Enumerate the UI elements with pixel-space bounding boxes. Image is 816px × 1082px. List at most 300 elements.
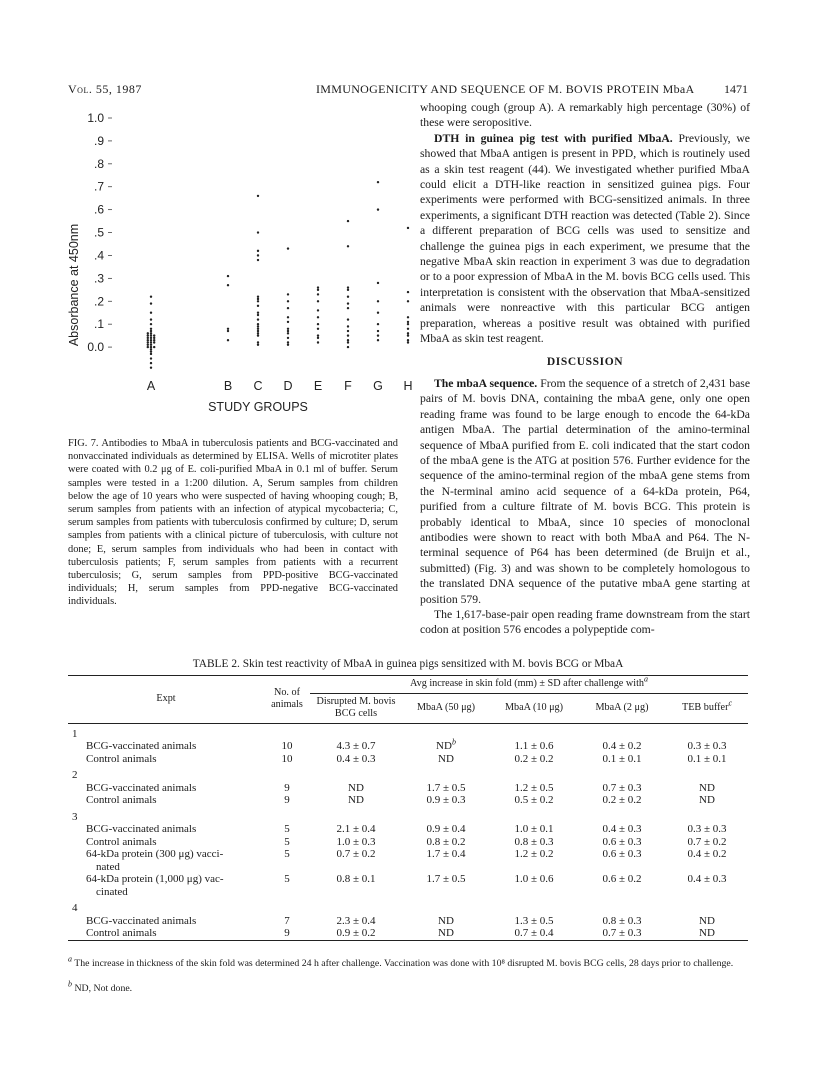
table-row xyxy=(68,848,748,873)
data-point-g xyxy=(377,323,379,325)
cell-v5 xyxy=(666,836,748,849)
data-point-g xyxy=(377,330,379,332)
data-point-e xyxy=(317,337,319,339)
col-header-mbaa-2: MbaA (2 μg) xyxy=(595,701,649,713)
x-category-label: A xyxy=(146,379,156,393)
data-point-h xyxy=(407,316,409,318)
data-point-h xyxy=(407,321,409,323)
data-point-c xyxy=(257,314,259,316)
paragraph-mbaa-sequence xyxy=(420,376,750,607)
body-text-column xyxy=(420,100,750,638)
cell-v3 xyxy=(490,794,578,807)
cell-v5 xyxy=(666,794,748,807)
data-point-b xyxy=(227,330,229,332)
cell-value: 1.2 ± 0.2 xyxy=(514,848,554,860)
x-axis-label: STUDY GROUPS xyxy=(208,400,308,414)
row-label xyxy=(68,927,264,940)
cell-v4 xyxy=(578,823,666,836)
data-point-a xyxy=(150,348,152,350)
data-point-a xyxy=(150,357,152,359)
table-row xyxy=(68,873,748,898)
data-point-a xyxy=(150,328,152,330)
expt-number: 1 xyxy=(68,723,748,740)
data-point-e xyxy=(317,309,319,311)
table-row xyxy=(68,823,748,836)
data-point-c xyxy=(257,334,259,336)
cell-value: 2.3 ± 0.4 xyxy=(336,914,376,927)
data-point-a xyxy=(150,346,152,348)
data-point-c xyxy=(257,298,259,300)
table-2 xyxy=(68,675,748,941)
cell-v3 xyxy=(490,873,578,898)
y-tick-label: .9 xyxy=(93,133,104,148)
data-point-a xyxy=(150,330,152,332)
cell-value: ND xyxy=(699,781,715,794)
footnote-b-text: ND, Not done. xyxy=(72,983,133,994)
cell-value: ND xyxy=(699,794,715,806)
cell-v1 xyxy=(310,915,402,928)
expt-number: 3 xyxy=(72,810,78,823)
data-point-a xyxy=(150,341,152,343)
data-point-d xyxy=(287,344,289,346)
cell-value: 1.1 ± 0.6 xyxy=(514,740,554,752)
data-point-a xyxy=(153,346,155,348)
data-point-b xyxy=(227,328,229,330)
cell-v2 xyxy=(402,753,490,766)
data-point-g xyxy=(377,339,379,341)
x-category-label: H xyxy=(403,379,413,393)
cell-v5 xyxy=(666,782,748,795)
data-point-f xyxy=(347,325,349,327)
cell-value: 1.7 ± 0.4 xyxy=(426,848,466,860)
col-header-teb-text: TEB buffer xyxy=(681,701,729,713)
data-point-f xyxy=(347,330,349,332)
cell-value: ND xyxy=(699,914,715,927)
data-point-f xyxy=(347,307,349,309)
row-label-line: BCG-vaccinated animals xyxy=(86,914,197,927)
data-point-d xyxy=(287,300,289,302)
cell-v5 xyxy=(666,740,748,753)
data-point-e xyxy=(317,323,319,325)
data-point-a xyxy=(150,344,152,346)
cell-value: 10 xyxy=(281,752,293,765)
cell-n xyxy=(264,740,310,753)
x-category-label: F xyxy=(344,379,352,393)
cell-value: 1.0 ± 0.1 xyxy=(514,823,554,835)
data-point-c xyxy=(257,341,259,343)
data-point-a xyxy=(147,346,149,348)
paragraph-dth-text: Previously, we showed that MbaA antigen is present in PPD, which is routinely used as a skin test reagent (44). We investigated whether purified MbaA could elicit a DTH-like reaction in sensitized guinea pigs. Four experiments were performed with BCG-sensitized animals. In three experiments, a significant DTH reaction was detected (Table 2). Since a different preparation of BCG cells was used to sensitize and challenge the guinea pigs in each experiment, we presume that the negative MbaA skin reaction in experiment 3 was due to degradation or to a poor expression of MbaA in the M. bovis BCG cells used. This interpretation is consistent with the observation that MbaA-sensitized animals were nonreactive with this particular BCG antigen preparation, whereas a positive result was obtained with purified MbaA as skin test reagent. xyxy=(420,131,750,346)
cell-v4 xyxy=(578,794,666,807)
cell-value: 0.4 ± 0.2 xyxy=(602,740,642,752)
cell-value: 10 xyxy=(281,740,293,752)
footnote-a-text: The increase in thickness of the skin fold was determined 24 h after challenge. Vaccination was done with 10⁸ disrupted M. bovis BCG cells, 28 days prior to challenge. xyxy=(72,958,734,969)
cell-v4 xyxy=(578,873,666,898)
y-tick-label: .8 xyxy=(93,156,104,171)
cell-n xyxy=(264,753,310,766)
data-point-g xyxy=(377,181,379,183)
data-point-h xyxy=(407,291,409,293)
footnote-a-ref: a xyxy=(644,674,648,684)
cell-value: 0.7 ± 0.2 xyxy=(336,848,376,860)
data-point-a xyxy=(147,332,149,334)
cell-v3 xyxy=(490,753,578,766)
data-point-f xyxy=(347,220,349,222)
y-tick-label: .5 xyxy=(93,225,104,240)
paragraph-mbaa-text: From the sequence of a stretch of 2,431 base pairs of M. bovis DNA, containing the mbaA gene, only one open reading frame was found to be large enough to encode the 64-kDa antigen MbaA. The partial determination of the amino-terminal sequence of MbaA purified from E. coli indicated that the start codon of the mbaA gene is the ATG at position 576. Further evidence for the sequence of the amino-terminal region of the mbaA gene stems from the N-terminal amino acid sequence of a 64-kDa protein, P64, purified from a culture filtrate of M. bovis BCG. This protein is probably identical to MbaA, since 10 species of monoclonal antibodies were shown to react with both MbaA and P64. The N-terminal sequence of P64 has been determined (de Bruijn et al., submitted) (Fig. 3) and was shown to be completely homologous to the translated DNA sequence of the putative mbaA gene starting at position 579. xyxy=(420,376,751,606)
data-point-d xyxy=(287,247,289,249)
cell-value: 5 xyxy=(284,835,290,848)
cell-value: ND xyxy=(438,914,454,927)
data-point-e xyxy=(317,316,319,318)
data-point-c xyxy=(257,231,259,233)
row-label-line: Control animals xyxy=(86,927,157,939)
cell-v5 xyxy=(666,873,748,898)
data-point-a xyxy=(150,302,152,304)
row-label-continuation: nated xyxy=(96,860,120,873)
cell-value: 0.7 ± 0.3 xyxy=(602,781,642,794)
cell-value: 1.2 ± 0.5 xyxy=(514,781,554,794)
data-point-d xyxy=(287,337,289,339)
cell-value: 9 xyxy=(284,927,290,939)
data-point-c xyxy=(257,300,259,302)
row-label xyxy=(68,782,264,795)
cell-value: 1.0 ± 0.6 xyxy=(514,873,554,885)
data-point-e xyxy=(317,334,319,336)
data-point-f xyxy=(347,318,349,320)
data-point-h xyxy=(407,334,409,336)
data-point-g xyxy=(377,208,379,210)
cell-value: 0.8 ± 0.1 xyxy=(336,873,376,885)
table-row xyxy=(68,782,748,795)
data-point-a xyxy=(150,318,152,320)
data-point-a xyxy=(147,337,149,339)
data-point-a xyxy=(150,350,152,352)
x-category-label: B xyxy=(223,379,233,393)
y-tick-label: .4 xyxy=(93,248,104,263)
cell-value: 0.9 ± 0.2 xyxy=(336,927,376,939)
cell-v5 xyxy=(666,848,748,873)
data-point-h xyxy=(407,332,409,334)
cell-value: 0.6 ± 0.2 xyxy=(602,873,642,885)
footnote-a-mark: a xyxy=(68,954,72,964)
row-label xyxy=(68,794,264,807)
paragraph-dth xyxy=(420,131,750,347)
x-category-label: D xyxy=(283,379,293,393)
cell-v1 xyxy=(310,836,402,849)
cell-v5 xyxy=(666,927,748,940)
data-point-a xyxy=(153,334,155,336)
cell-value: 0.8 ± 0.2 xyxy=(426,835,466,848)
table-footnote-a xyxy=(68,954,748,970)
cell-value: 1.7 ± 0.5 xyxy=(426,873,466,885)
cell-n xyxy=(264,836,310,849)
data-point-e xyxy=(317,328,319,330)
col-header-no-animals: No. of animals xyxy=(264,676,310,724)
row-label xyxy=(68,848,264,873)
cell-value: 0.3 ± 0.3 xyxy=(687,823,727,835)
row-label-line: BCG-vaccinated animals xyxy=(86,740,197,752)
cell-value: 0.7 ± 0.3 xyxy=(602,927,642,939)
data-point-a xyxy=(150,295,152,297)
cell-value: 1.7 ± 0.5 xyxy=(426,781,466,794)
cell-v2 xyxy=(402,823,490,836)
row-label-line: BCG-vaccinated animals xyxy=(86,781,197,794)
cell-value: 0.5 ± 0.2 xyxy=(514,794,554,806)
paragraph-orf: The 1,617-base-pair open reading frame downstream from the start codon at position 576 encodes a polypeptide com- xyxy=(420,608,750,637)
data-point-h xyxy=(407,339,409,341)
paragraph-dth-heading: DTH in guinea pig test with purified MbaA. xyxy=(434,131,673,145)
y-axis-label: Absorbance at 450nm xyxy=(67,223,81,347)
col-header-span-text: Avg increase in skin fold (mm) ± SD after challenge with xyxy=(410,678,644,689)
cell-value: 0.9 ± 0.3 xyxy=(426,794,466,806)
data-point-d xyxy=(287,332,289,334)
data-point-a xyxy=(153,339,155,341)
col-header-teb xyxy=(666,693,748,723)
row-label-line: Control animals xyxy=(86,752,157,765)
cell-value: 0.1 ± 0.1 xyxy=(602,752,642,765)
page-number: 1471 xyxy=(724,82,748,96)
data-point-a xyxy=(150,312,152,314)
cell-n xyxy=(264,927,310,940)
y-tick-label: 1.0 xyxy=(87,111,104,125)
figure-7-chart xyxy=(67,100,413,430)
row-label xyxy=(68,753,264,766)
data-point-h xyxy=(407,328,409,330)
cell-v2 xyxy=(402,794,490,807)
table-row xyxy=(68,794,748,807)
data-point-f xyxy=(347,339,349,341)
cell-v1 xyxy=(310,873,402,898)
data-point-c xyxy=(257,295,259,297)
cell-v4 xyxy=(578,740,666,753)
col-header-disrupted: Disrupted M. bovis BCG cells xyxy=(316,695,396,719)
data-point-c xyxy=(257,344,259,346)
data-point-d xyxy=(287,328,289,330)
cell-value: 2.1 ± 0.4 xyxy=(336,823,376,835)
col-header-span xyxy=(310,676,748,694)
y-tick-label: .3 xyxy=(93,271,104,286)
cell-value: 0.4 ± 0.3 xyxy=(687,873,727,885)
cell-value: 0.6 ± 0.3 xyxy=(602,835,642,848)
cell-v2 xyxy=(402,782,490,795)
cell-n xyxy=(264,848,310,873)
cell-v4 xyxy=(578,927,666,940)
data-point-e xyxy=(317,293,319,295)
data-point-e xyxy=(317,289,319,291)
cell-value: ND xyxy=(348,781,364,794)
discussion-heading: DISCUSSION xyxy=(546,355,624,368)
data-point-c xyxy=(257,328,259,330)
cell-n xyxy=(264,915,310,928)
data-point-d xyxy=(287,341,289,343)
cell-v4 xyxy=(578,848,666,873)
cell-n xyxy=(264,823,310,836)
cell-value: 0.7 ± 0.4 xyxy=(514,927,554,939)
data-point-c xyxy=(257,323,259,325)
cell-value: 0.2 ± 0.2 xyxy=(602,794,642,806)
data-point-g xyxy=(377,312,379,314)
row-label-line: Control animals xyxy=(86,794,157,806)
data-point-c xyxy=(257,318,259,320)
row-label-line: Control animals xyxy=(86,835,157,848)
cell-v3 xyxy=(490,823,578,836)
cell-value: 0.4 ± 0.3 xyxy=(336,752,376,765)
cell-v3 xyxy=(490,740,578,753)
data-point-d xyxy=(287,321,289,323)
x-category-label: C xyxy=(253,379,263,393)
cell-v2 xyxy=(402,927,490,940)
row-label-continuation: cinated xyxy=(96,885,128,898)
footnote-b-ref: b xyxy=(451,737,456,747)
table-row xyxy=(68,836,748,849)
data-point-f xyxy=(347,295,349,297)
cell-v5 xyxy=(666,753,748,766)
cell-value: ND xyxy=(438,927,454,939)
cell-v2 xyxy=(402,873,490,898)
data-point-a xyxy=(150,339,152,341)
data-point-a xyxy=(150,353,152,355)
data-point-d xyxy=(287,330,289,332)
table-row xyxy=(68,753,748,766)
data-point-c xyxy=(257,259,259,261)
paragraph-mbaa-heading: The mbaA sequence. xyxy=(434,376,538,390)
cell-v5 xyxy=(666,823,748,836)
data-point-c xyxy=(257,330,259,332)
data-point-h xyxy=(407,300,409,302)
scatter-plot xyxy=(67,100,413,430)
data-point-c xyxy=(257,325,259,327)
cell-value: 0.7 ± 0.2 xyxy=(687,835,727,848)
row-label xyxy=(68,915,264,928)
cell-v3 xyxy=(490,927,578,940)
data-point-f xyxy=(347,341,349,343)
data-point-b xyxy=(227,284,229,286)
col-header-expt: Expt xyxy=(68,676,264,724)
cell-v4 xyxy=(578,915,666,928)
data-point-f xyxy=(347,346,349,348)
cell-v2 xyxy=(402,737,490,753)
cell-value: 0.3 ± 0.3 xyxy=(687,740,727,752)
data-point-f xyxy=(347,334,349,336)
data-point-f xyxy=(347,302,349,304)
data-point-a xyxy=(150,334,152,336)
cell-v1 xyxy=(310,782,402,795)
figure-caption-text: FIG. 7. Antibodies to MbaA in tuberculosis patients and BCG-vaccinated and nonvaccinated individuals as determined by ELISA. Wells of microtiter plates were coated with 0.2 μg of E. coli-purified MbaA in 0.1 ml of buffer. Serum samples were tested in a 1:200 dilution. A, Serum samples from children below the age of 10 years who were suspected of having whooping cough; B, serum samples from patients with an infection of atypical mycobacteria; C, serum samples from patients with tuberculosis confirmed by culture; D, serum samples from patients with a clinical picture of tuberculosis, with culture not done; E, serum samples from individuals who had been in contact with tuberculosis patients; F, serum samples from patients with a recurrent tuberculosis; G, serum samples from PPD-positive BCG-vaccinated individuals; H, serum samples from PPD-negative BCG-vaccinated individuals. xyxy=(68,438,398,608)
cell-value: ND xyxy=(699,927,715,939)
data-point-a xyxy=(150,362,152,364)
table-row xyxy=(68,927,748,940)
data-point-a xyxy=(147,341,149,343)
cell-value: 0.1 ± 0.1 xyxy=(687,752,727,765)
y-tick-label: 0.0 xyxy=(87,340,104,355)
row-label xyxy=(68,873,264,898)
cell-v2 xyxy=(402,836,490,849)
cell-value: 5 xyxy=(284,848,290,860)
cell-v3 xyxy=(490,836,578,849)
cell-v1 xyxy=(310,848,402,873)
x-category-label: G xyxy=(373,379,383,393)
paragraph-continuation: whooping cough (group A). A remarkably high percentage (30%) of these were seropositive. xyxy=(420,101,750,130)
cell-value: ND xyxy=(436,740,452,752)
table-title: TABLE 2. Skin test reactivity of MbaA in guinea pigs sensitized with M. bovis BCG or MbaA xyxy=(192,658,624,670)
data-point-h xyxy=(407,323,409,325)
data-point-a xyxy=(147,339,149,341)
cell-value: 0.4 ± 0.2 xyxy=(687,848,727,860)
expt-number: 4 xyxy=(72,902,78,914)
expt-number: 2 xyxy=(72,769,78,781)
data-point-a xyxy=(150,367,152,369)
row-label-line: BCG-vaccinated animals xyxy=(86,823,197,835)
data-point-c xyxy=(257,332,259,334)
cell-n xyxy=(264,782,310,795)
cell-value: 0.8 ± 0.3 xyxy=(602,914,642,927)
data-point-a xyxy=(147,334,149,336)
table-row xyxy=(68,740,748,753)
cell-value: ND xyxy=(348,794,364,806)
cell-value: 0.9 ± 0.4 xyxy=(426,823,466,835)
cell-value: 5 xyxy=(284,873,290,885)
cell-value: 7 xyxy=(284,914,290,927)
footnote-c-ref: c xyxy=(728,698,733,708)
data-point-a xyxy=(150,337,152,339)
data-point-c xyxy=(257,195,259,197)
data-point-c xyxy=(257,305,259,307)
data-point-c xyxy=(257,254,259,256)
col-header-mbaa-10: MbaA (10 μg) xyxy=(504,701,564,713)
data-point-g xyxy=(377,282,379,284)
x-category-label: E xyxy=(313,379,323,393)
cell-v4 xyxy=(578,782,666,795)
cell-value: 9 xyxy=(284,781,290,794)
cell-value: 9 xyxy=(284,794,290,806)
cell-value: 0.6 ± 0.3 xyxy=(602,848,642,860)
data-point-f xyxy=(347,245,349,247)
data-point-b xyxy=(227,339,229,341)
cell-value: 5 xyxy=(284,823,290,835)
data-point-a xyxy=(150,332,152,334)
cell-v4 xyxy=(578,753,666,766)
data-point-g xyxy=(377,334,379,336)
data-point-g xyxy=(377,300,379,302)
table-footnote-b xyxy=(68,979,748,995)
cell-v3 xyxy=(490,848,578,873)
y-tick-label: .2 xyxy=(93,294,104,309)
data-point-c xyxy=(257,312,259,314)
cell-v1 xyxy=(310,794,402,807)
data-point-e xyxy=(317,286,319,288)
cell-v2 xyxy=(402,915,490,928)
running-title: IMMUNOGENICITY AND SEQUENCE OF M. BOVIS PROTEIN MbaA xyxy=(316,82,695,96)
data-point-f xyxy=(347,289,349,291)
cell-v3 xyxy=(490,782,578,795)
cell-value: ND xyxy=(438,752,454,765)
data-point-d xyxy=(287,293,289,295)
cell-v1 xyxy=(310,740,402,753)
data-point-a xyxy=(153,337,155,339)
cell-value: 4.3 ± 0.7 xyxy=(336,740,376,752)
row-label-line: 64-kDa protein (1,000 μg) vac- xyxy=(86,873,224,885)
footnote-b-mark: b xyxy=(68,979,72,989)
row-label xyxy=(68,740,264,753)
figure-caption xyxy=(68,437,398,609)
row-label xyxy=(68,823,264,836)
data-point-a xyxy=(153,341,155,343)
row-label-line: 64-kDa protein (300 μg) vacci- xyxy=(86,848,224,860)
data-point-a xyxy=(150,323,152,325)
col-header-mbaa-50: MbaA (50 μg) xyxy=(416,701,476,713)
data-point-d xyxy=(287,307,289,309)
